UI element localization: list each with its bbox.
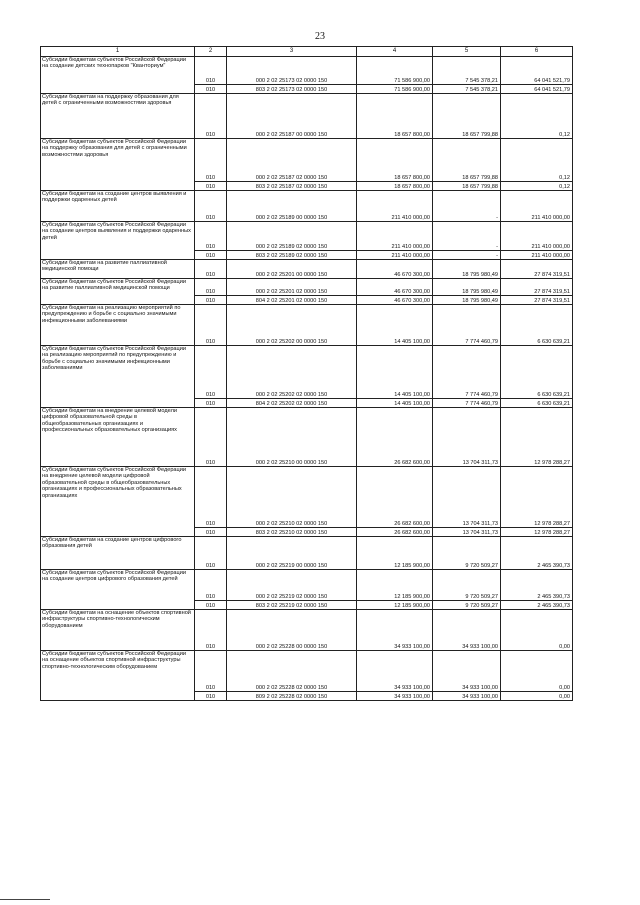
- approved-amount: 211 410 000,00: [357, 251, 433, 260]
- executed-amount: 13 704 311,73: [433, 467, 501, 528]
- remaining-amount: 64 041 521,79: [501, 85, 573, 94]
- table-row: [41, 94, 573, 139]
- row-description: Субсидии бюджетам субъектов Российской Федерации на создание центров цифрового образования детей: [41, 570, 195, 610]
- line-code: 010: [195, 260, 227, 279]
- table-row: [41, 610, 573, 651]
- budget-code: 000 2 02 25210 00 0000 150: [227, 408, 357, 467]
- remaining-amount: 2 465 390,73: [501, 537, 573, 570]
- column-header: 1: [41, 47, 195, 57]
- approved-amount: 12 185 900,00: [357, 570, 433, 601]
- table-row: [41, 467, 573, 528]
- table-row: [41, 651, 573, 692]
- approved-amount: 71 586 900,00: [357, 85, 433, 94]
- approved-amount: 34 933 100,00: [357, 651, 433, 692]
- executed-amount: 13 704 311,73: [433, 408, 501, 467]
- row-description: Субсидии бюджетам субъектов Российской Федерации на реализацию мероприятий по предупреждению и борьбе с социально значимыми инфекционными заболеваниями: [41, 346, 195, 408]
- row-description: Субсидии бюджетам на реализацию мероприятий по предупреждению и борьбе с социально значимыми инфекционными заболеваниями: [41, 305, 195, 346]
- column-header: 2: [195, 47, 227, 57]
- table-row: [41, 346, 573, 399]
- remaining-amount: 0,00: [501, 651, 573, 692]
- executed-amount: 34 933 100,00: [433, 610, 501, 651]
- approved-amount: 18 657 800,00: [357, 94, 433, 139]
- budget-table: [40, 46, 573, 701]
- remaining-amount: 27 874 319,51: [501, 260, 573, 279]
- approved-amount: 12 185 900,00: [357, 601, 433, 610]
- row-description: Субсидии бюджетам на создание центров выявления и поддержки одаренных детей: [41, 191, 195, 222]
- table-row: [41, 139, 573, 182]
- approved-amount: 46 670 300,00: [357, 260, 433, 279]
- remaining-amount: 12 978 288,27: [501, 528, 573, 537]
- budget-code: 803 2 02 25173 02 0000 150: [227, 85, 357, 94]
- table-row: [41, 305, 573, 346]
- line-code: 010: [195, 570, 227, 601]
- approved-amount: 211 410 000,00: [357, 191, 433, 222]
- page-number: 23: [315, 31, 325, 42]
- executed-amount: -: [433, 251, 501, 260]
- budget-code: 000 2 02 25201 00 0000 150: [227, 260, 357, 279]
- executed-amount: 9 720 509,27: [433, 570, 501, 601]
- line-code: 010: [195, 399, 227, 408]
- executed-amount: 18 795 980,49: [433, 260, 501, 279]
- remaining-amount: 27 874 319,51: [501, 279, 573, 296]
- row-description: Субсидии бюджетам субъектов Российской Федерации на оснащение объектов спортивной инфраструктуры спортивно-технологическим оборудованием: [41, 651, 195, 701]
- executed-amount: 7 774 460,79: [433, 346, 501, 399]
- footer-rule: [0, 899, 50, 900]
- executed-amount: 9 720 509,27: [433, 537, 501, 570]
- line-code: 010: [195, 279, 227, 296]
- remaining-amount: 27 874 319,51: [501, 296, 573, 305]
- budget-code: 000 2 02 25187 00 0000 150: [227, 94, 357, 139]
- row-description: Субсидии бюджетам субъектов Российской Федерации на развитие паллиативной медицинской помощи: [41, 279, 195, 305]
- budget-code: 000 2 02 25228 02 0000 150: [227, 651, 357, 692]
- executed-amount: 18 795 980,49: [433, 279, 501, 296]
- line-code: 010: [195, 251, 227, 260]
- budget-code: 000 2 02 25228 00 0000 150: [227, 610, 357, 651]
- approved-amount: 34 933 100,00: [357, 692, 433, 701]
- budget-code: 000 2 02 25202 00 0000 150: [227, 305, 357, 346]
- budget-code: 804 2 02 25201 02 0000 150: [227, 296, 357, 305]
- line-code: 010: [195, 222, 227, 251]
- budget-code: 803 2 02 25219 02 0000 150: [227, 601, 357, 610]
- line-code: 010: [195, 139, 227, 182]
- row-description: Субсидии бюджетам субъектов Российской Федерации на поддержку образования для детей с ограниченными возможностями здоровья: [41, 139, 195, 191]
- executed-amount: 18 795 980,49: [433, 296, 501, 305]
- executed-amount: 7 545 378,21: [433, 85, 501, 94]
- table-row: [41, 279, 573, 296]
- approved-amount: 71 586 900,00: [357, 57, 433, 85]
- line-code: 010: [195, 94, 227, 139]
- budget-code: 000 2 02 25173 02 0000 150: [227, 57, 357, 85]
- executed-amount: 34 933 100,00: [433, 692, 501, 701]
- executed-amount: 18 657 799,88: [433, 139, 501, 182]
- budget-code: 809 2 02 25228 02 0000 150: [227, 692, 357, 701]
- line-code: 010: [195, 692, 227, 701]
- table-row: [41, 222, 573, 251]
- executed-amount: 7 545 378,21: [433, 57, 501, 85]
- row-description: Субсидии бюджетам на поддержку образования для детей с ограниченными возможностями здоровья: [41, 94, 195, 139]
- row-description: Субсидии бюджетам на создание центров цифрового образования детей: [41, 537, 195, 570]
- budget-code: 000 2 02 25201 02 0000 150: [227, 279, 357, 296]
- column-header: 5: [433, 47, 501, 57]
- remaining-amount: 12 978 288,27: [501, 408, 573, 467]
- line-code: 010: [195, 651, 227, 692]
- executed-amount: 18 657 799,88: [433, 182, 501, 191]
- line-code: 010: [195, 528, 227, 537]
- executed-amount: -: [433, 191, 501, 222]
- approved-amount: 211 410 000,00: [357, 222, 433, 251]
- approved-amount: 46 670 300,00: [357, 279, 433, 296]
- budget-code: 000 2 02 25219 02 0000 150: [227, 570, 357, 601]
- column-header: 3: [227, 47, 357, 57]
- remaining-amount: 0,12: [501, 182, 573, 191]
- table-row: [41, 537, 573, 570]
- remaining-amount: 0,12: [501, 139, 573, 182]
- budget-code: 000 2 02 25187 02 0000 150: [227, 139, 357, 182]
- table-row: [41, 260, 573, 279]
- remaining-amount: 6 630 639,21: [501, 346, 573, 399]
- budget-code: 000 2 02 25189 00 0000 150: [227, 191, 357, 222]
- line-code: 010: [195, 467, 227, 528]
- column-header: 4: [357, 47, 433, 57]
- approved-amount: 34 933 100,00: [357, 610, 433, 651]
- remaining-amount: 0,00: [501, 692, 573, 701]
- approved-amount: 18 657 800,00: [357, 182, 433, 191]
- remaining-amount: 6 630 639,21: [501, 305, 573, 346]
- table-row: [41, 570, 573, 601]
- table-row: [41, 57, 573, 85]
- budget-code: 803 2 02 25187 02 0000 150: [227, 182, 357, 191]
- row-description: Субсидии бюджетам на оснащение объектов спортивной инфраструктуры спортивно-технологическим оборудованием: [41, 610, 195, 651]
- remaining-amount: 2 465 390,73: [501, 601, 573, 610]
- line-code: 010: [195, 305, 227, 346]
- remaining-amount: 0,00: [501, 610, 573, 651]
- approved-amount: 26 682 600,00: [357, 467, 433, 528]
- approved-amount: 26 682 600,00: [357, 408, 433, 467]
- line-code: 010: [195, 346, 227, 399]
- remaining-amount: 64 041 521,79: [501, 57, 573, 85]
- remaining-amount: 6 630 639,21: [501, 399, 573, 408]
- executed-amount: 7 774 460,79: [433, 305, 501, 346]
- line-code: 010: [195, 610, 227, 651]
- row-description: Субсидии бюджетам субъектов Российской Федерации на создание центров выявления и поддержки одаренных детей: [41, 222, 195, 260]
- remaining-amount: 211 410 000,00: [501, 222, 573, 251]
- executed-amount: 7 774 460,79: [433, 399, 501, 408]
- remaining-amount: 12 978 288,27: [501, 467, 573, 528]
- column-header: 6: [501, 47, 573, 57]
- budget-code: 000 2 02 25202 02 0000 150: [227, 346, 357, 399]
- executed-amount: -: [433, 222, 501, 251]
- remaining-amount: 2 465 390,73: [501, 570, 573, 601]
- row-description: Субсидии бюджетам субъектов Российской Федерации на внедрение целевой модели цифровой образовательной среды в общеобразовательных организациях и профессиональных образовательных организациях: [41, 467, 195, 537]
- table-row: [41, 408, 573, 467]
- budget-code: 000 2 02 25219 00 0000 150: [227, 537, 357, 570]
- line-code: 010: [195, 408, 227, 467]
- remaining-amount: 0,12: [501, 94, 573, 139]
- remaining-amount: 211 410 000,00: [501, 191, 573, 222]
- budget-code: 803 2 02 25189 02 0000 150: [227, 251, 357, 260]
- executed-amount: 34 933 100,00: [433, 651, 501, 692]
- line-code: 010: [195, 191, 227, 222]
- table-header-row: [41, 47, 573, 57]
- line-code: 010: [195, 601, 227, 610]
- budget-code: 804 2 02 25202 02 0000 150: [227, 399, 357, 408]
- executed-amount: 18 657 799,88: [433, 94, 501, 139]
- budget-code: 803 2 02 25210 02 0000 150: [227, 528, 357, 537]
- line-code: 010: [195, 537, 227, 570]
- line-code: 010: [195, 182, 227, 191]
- approved-amount: 46 670 300,00: [357, 296, 433, 305]
- approved-amount: 12 185 900,00: [357, 537, 433, 570]
- line-code: 010: [195, 57, 227, 85]
- executed-amount: 9 720 509,27: [433, 601, 501, 610]
- row-description: Субсидии бюджетам субъектов Российской Федерации на создание детских технопарков "Кванториум": [41, 57, 195, 94]
- approved-amount: 26 682 600,00: [357, 528, 433, 537]
- budget-code: 000 2 02 25210 02 0000 150: [227, 467, 357, 528]
- row-description: Субсидии бюджетам на развитие паллиативной медицинской помощи: [41, 260, 195, 279]
- row-description: Субсидии бюджетам на внедрение целевой модели цифровой образовательной среды в общеобразовательных организациях и профессиональных образовательных организациях: [41, 408, 195, 467]
- table-row: [41, 191, 573, 222]
- remaining-amount: 211 410 000,00: [501, 251, 573, 260]
- approved-amount: 14 405 100,00: [357, 346, 433, 399]
- line-code: 010: [195, 85, 227, 94]
- line-code: 010: [195, 296, 227, 305]
- budget-code: 000 2 02 25189 02 0000 150: [227, 222, 357, 251]
- approved-amount: 14 405 100,00: [357, 305, 433, 346]
- approved-amount: 18 657 800,00: [357, 139, 433, 182]
- executed-amount: 13 704 311,73: [433, 528, 501, 537]
- approved-amount: 14 405 100,00: [357, 399, 433, 408]
